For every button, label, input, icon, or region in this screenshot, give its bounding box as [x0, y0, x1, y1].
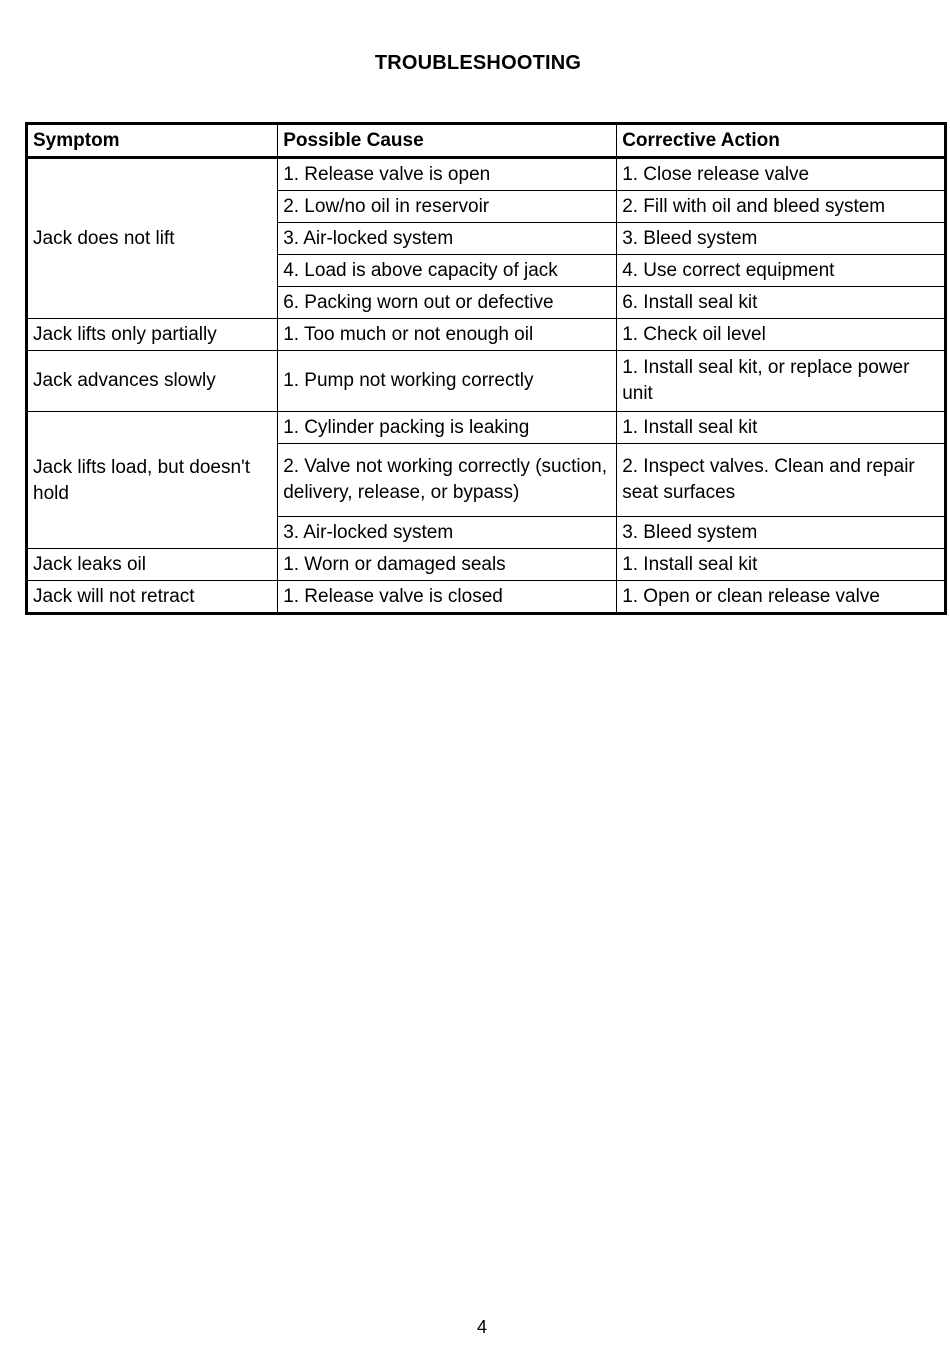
- action-cell: 6. Install seal kit: [617, 287, 946, 319]
- table-row: [27, 581, 946, 614]
- table-header-row: [27, 124, 946, 158]
- symptom-cell: Jack leaks oil: [27, 549, 278, 581]
- action-cell: 1. Check oil level: [617, 319, 946, 351]
- cause-cell: 1. Release valve is open: [278, 158, 617, 191]
- cause-cell: 6. Packing worn out or defective: [278, 287, 617, 319]
- action-cell: 1. Close release valve: [617, 158, 946, 191]
- header-corrective-action: Corrective Action: [617, 124, 946, 158]
- action-cell: 2. Fill with oil and bleed system: [617, 191, 946, 223]
- header-possible-cause: Possible Cause: [278, 124, 617, 158]
- cause-cell: 3. Air-locked system: [278, 223, 617, 255]
- action-cell: 1. Open or clean release valve: [617, 581, 946, 614]
- cause-cell: 4. Load is above capacity of jack: [278, 255, 617, 287]
- cause-cell: 1. Pump not working correctly: [278, 351, 617, 412]
- cause-cell: 2. Low/no oil in reservoir: [278, 191, 617, 223]
- cause-cell: 1. Worn or damaged seals: [278, 549, 617, 581]
- action-cell: 1. Install seal kit: [617, 412, 946, 444]
- page-title: TROUBLESHOOTING: [374, 52, 582, 74]
- table-row: [27, 351, 946, 412]
- symptom-cell: Jack does not lift: [27, 158, 278, 319]
- action-cell: 3. Bleed system: [617, 517, 946, 549]
- action-cell: 2. Inspect valves. Clean and repair seat surfaces: [617, 444, 946, 517]
- header-symptom: Symptom: [27, 124, 278, 158]
- action-cell: 1. Install seal kit, or replace power unit: [617, 351, 946, 412]
- action-cell: 1. Install seal kit: [617, 549, 946, 581]
- action-cell: 3. Bleed system: [617, 223, 946, 255]
- cause-cell: 2. Valve not working correctly (suction, delivery, release, or bypass): [278, 444, 617, 517]
- symptom-cell: Jack lifts only partially: [27, 319, 278, 351]
- action-cell: 4. Use correct equipment: [617, 255, 946, 287]
- symptom-cell: Jack lifts load, but doesn't hold: [27, 412, 278, 549]
- cause-cell: 1. Cylinder packing is leaking: [278, 412, 617, 444]
- page-number: 4: [476, 1317, 487, 1337]
- symptom-cell: Jack advances slowly: [27, 351, 278, 412]
- symptom-cell: Jack will not retract: [27, 581, 278, 614]
- table-row: [27, 549, 946, 581]
- table-row: [27, 319, 946, 351]
- cause-cell: 3. Air-locked system: [278, 517, 617, 549]
- cause-cell: 1. Release valve is closed: [278, 581, 617, 614]
- troubleshooting-table: [25, 122, 947, 615]
- table-row: [27, 412, 946, 444]
- table-row: [27, 158, 946, 191]
- cause-cell: 1. Too much or not enough oil: [278, 319, 617, 351]
